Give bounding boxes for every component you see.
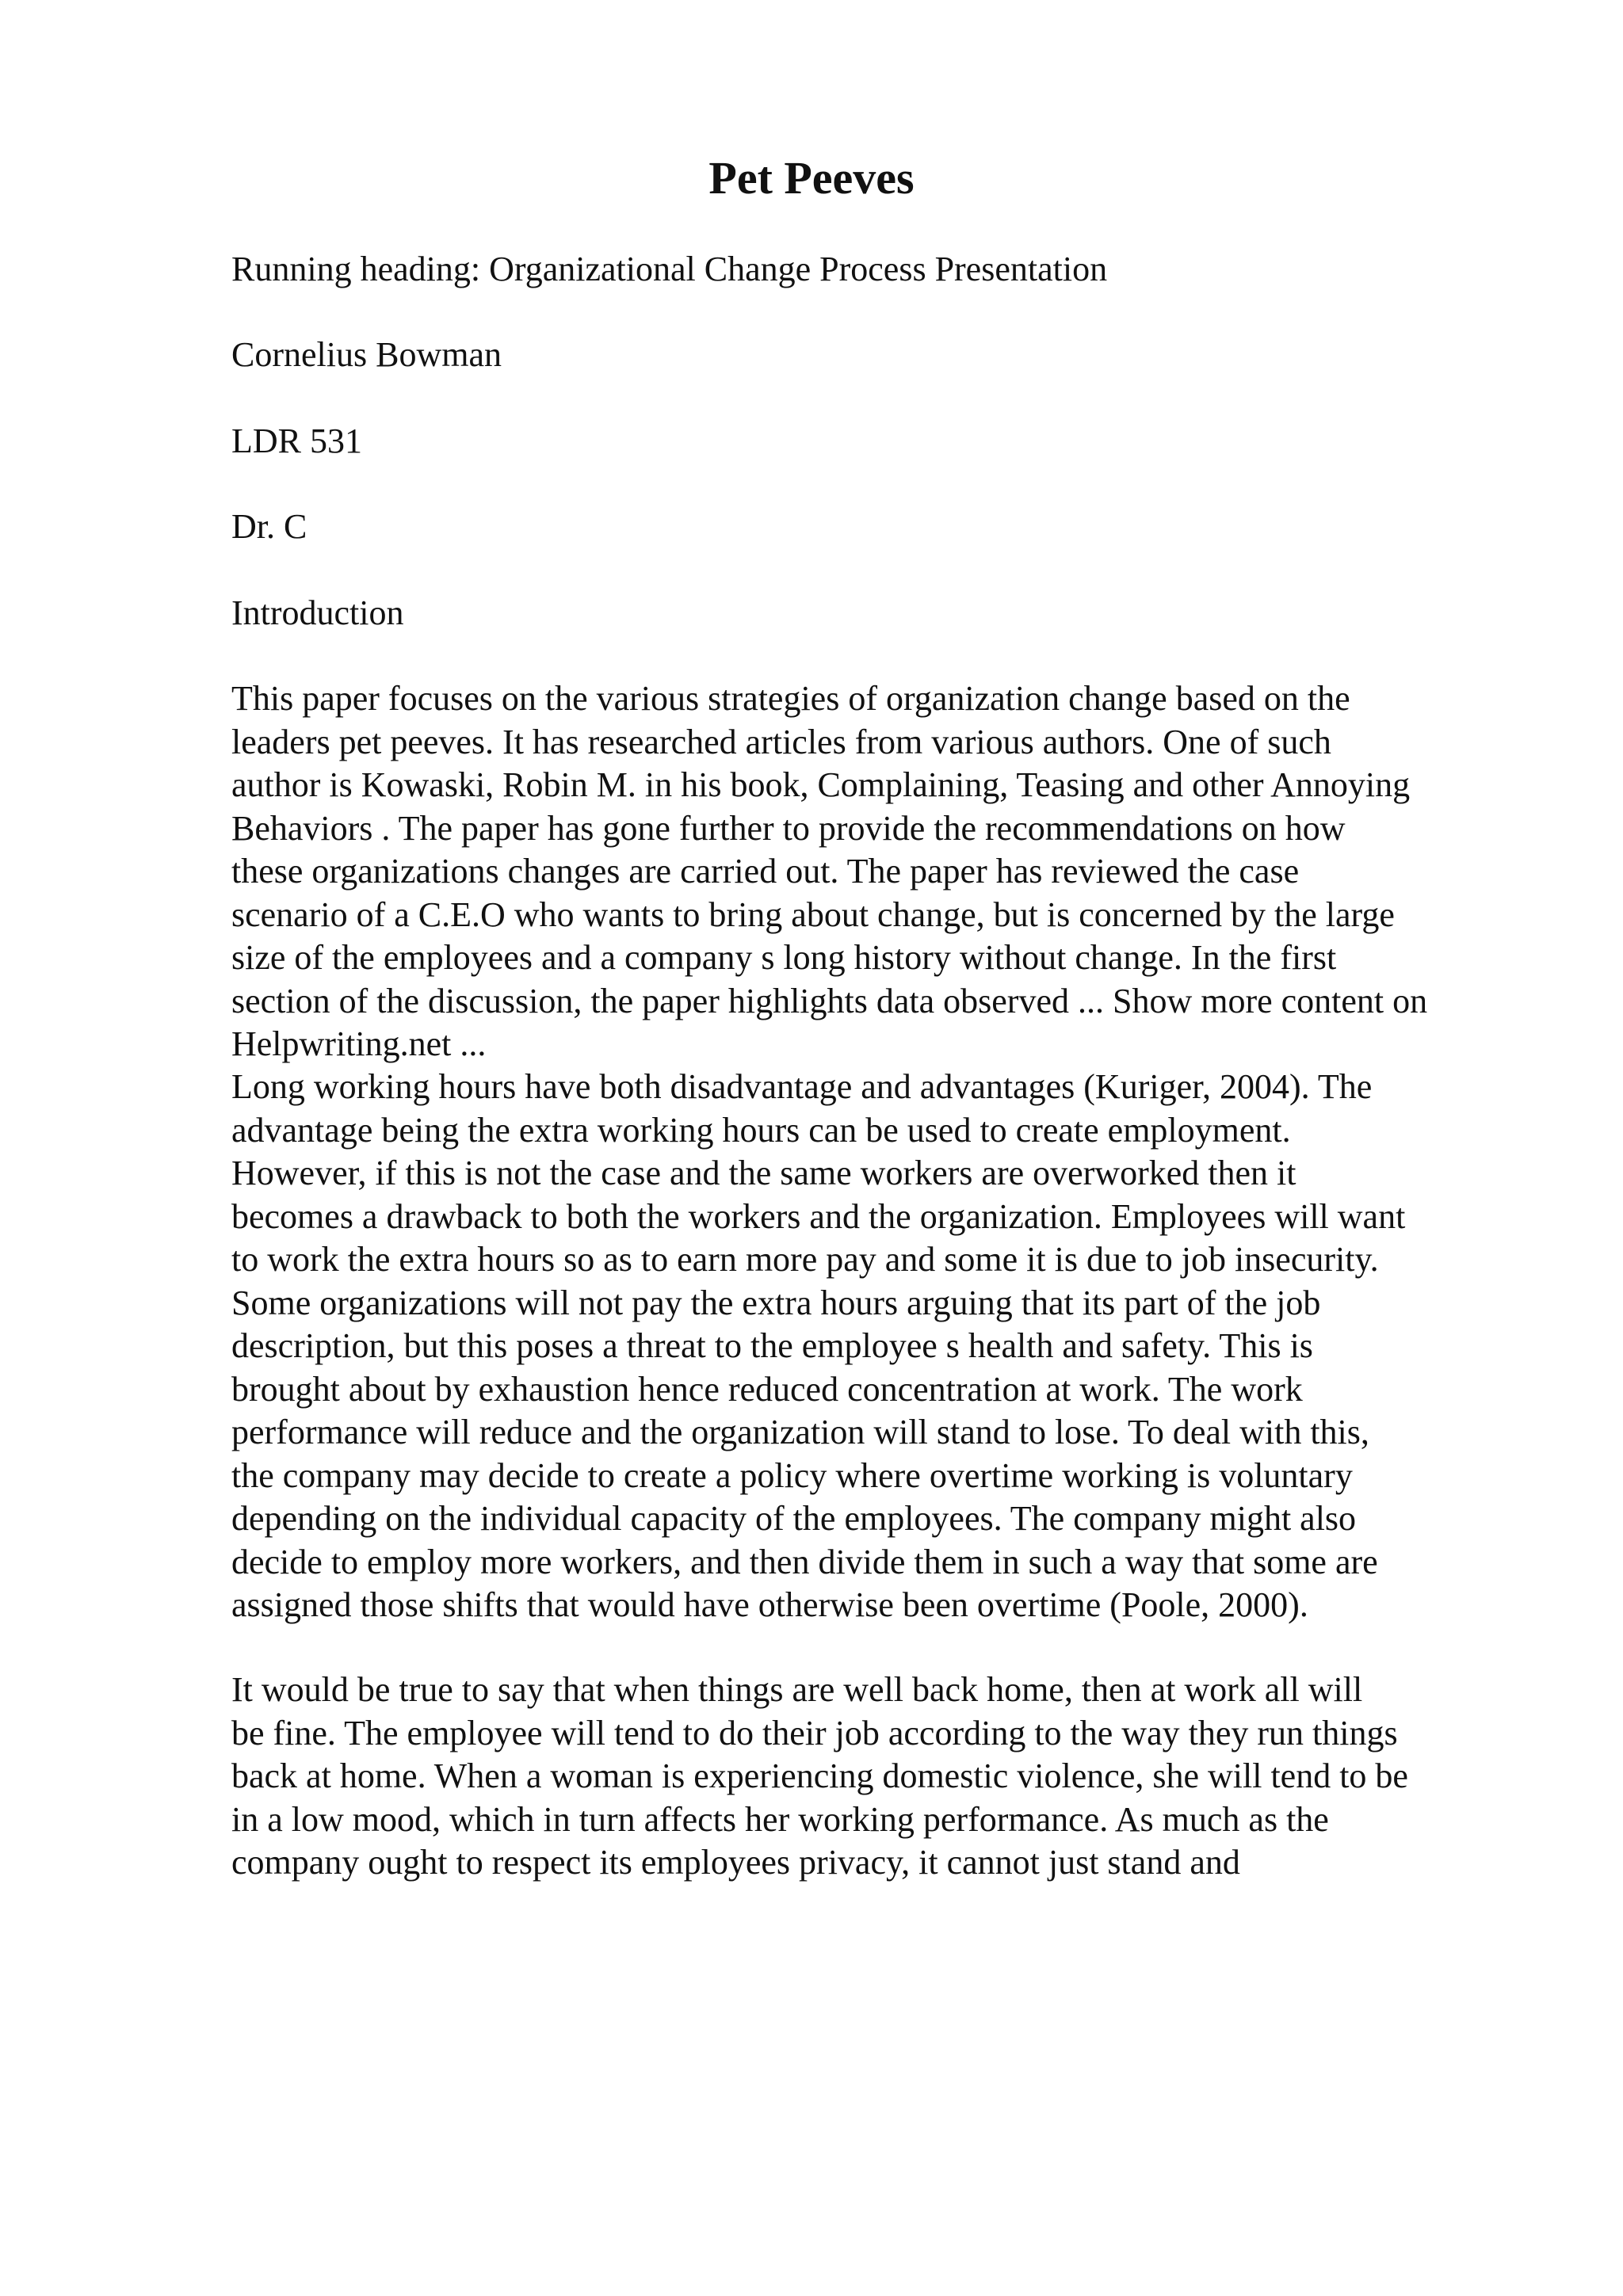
paragraph-working-hours bbox=[231, 1066, 1499, 1627]
section-heading: Introduction bbox=[231, 593, 404, 632]
paragraph-line: back at home. When a woman is experiencing domestic violence, she will tend to be bbox=[231, 1756, 1408, 1795]
paragraph-line: decide to employ more workers, and then divide them in such a way that some are bbox=[231, 1542, 1378, 1581]
instructor-name: Dr. C bbox=[231, 507, 307, 546]
paragraph-line: the company may decide to create a policy where overtime working is voluntary bbox=[231, 1455, 1353, 1495]
paragraph-line: It would be true to say that when things are well back home, then at work all will bbox=[231, 1670, 1363, 1709]
document-title: Pet Peeves bbox=[708, 152, 915, 204]
paragraph-line: becomes a drawback to both the workers and the organization. Employees will want bbox=[231, 1196, 1406, 1236]
paragraph-line: assigned those shifts that would have otherwise been overtime (Poole, 2000). bbox=[231, 1585, 1308, 1624]
paragraph-line: However, if this is not the case and the same workers are overworked then it bbox=[231, 1154, 1296, 1192]
paragraph-line: be fine. The employee will tend to do their job according to the way they run things bbox=[231, 1713, 1398, 1753]
paragraph-line: performance will reduce and the organization will stand to lose. To deal with this, bbox=[231, 1413, 1369, 1451]
paragraph-line: This paper focuses on the various strategies of organization change based on the bbox=[231, 679, 1350, 718]
running-heading: Running heading: Organizational Change Process Presentation bbox=[231, 250, 1108, 288]
paragraph-line: size of the employees and a company s long history without change. In the first bbox=[231, 938, 1337, 977]
paragraph-home-life bbox=[231, 1669, 1499, 1885]
paragraph-line: brought about by exhaustion hence reduced concentration at work. The work bbox=[231, 1369, 1303, 1409]
paragraph-line: section of the discussion, the paper highlights data observed ... Show more content on bbox=[231, 981, 1428, 1020]
paragraph-line: advantage being the extra working hours can be used to create employment. bbox=[231, 1110, 1291, 1150]
author-name: Cornelius Bowman bbox=[231, 335, 502, 374]
paragraph-line: leaders pet peeves. It has researched articles from various authors. One of such bbox=[231, 722, 1331, 761]
course-code: LDR 531 bbox=[231, 421, 362, 460]
paragraph-introduction bbox=[231, 677, 1499, 1066]
paragraph-line: Some organizations will not pay the extra hours arguing that its part of the job bbox=[231, 1283, 1321, 1322]
paragraph-line: scenario of a C.E.O who wants to bring about change, but is concerned by the large bbox=[231, 894, 1395, 934]
paragraph-line: Helpwriting.net ... bbox=[231, 1024, 487, 1063]
paragraph-line: Behaviors . The paper has gone further to provide the recommendations on how bbox=[231, 808, 1346, 848]
paragraph-line: description, but this poses a threat to the employee s health and safety. This is bbox=[231, 1326, 1313, 1365]
paragraph-line: depending on the individual capacity of the employees. The company might also bbox=[231, 1499, 1357, 1538]
paragraph-line: to work the extra hours so as to earn more pay and some it is due to job insecurity. bbox=[231, 1240, 1379, 1279]
paragraph-line: these organizations changes are carried out. The paper has reviewed the case bbox=[231, 852, 1300, 891]
paragraph-line: author is Kowaski, Robin M. in his book, Complaining, Teasing and other Annoying bbox=[231, 765, 1411, 804]
paragraph-line: company ought to respect its employees privacy, it cannot just stand and bbox=[231, 1843, 1240, 1882]
paragraph-line: Long working hours have both disadvantage and advantages (Kuriger, 2004). The bbox=[231, 1067, 1373, 1106]
paragraph-line: in a low mood, which in turn affects her working performance. As much as the bbox=[231, 1799, 1329, 1839]
